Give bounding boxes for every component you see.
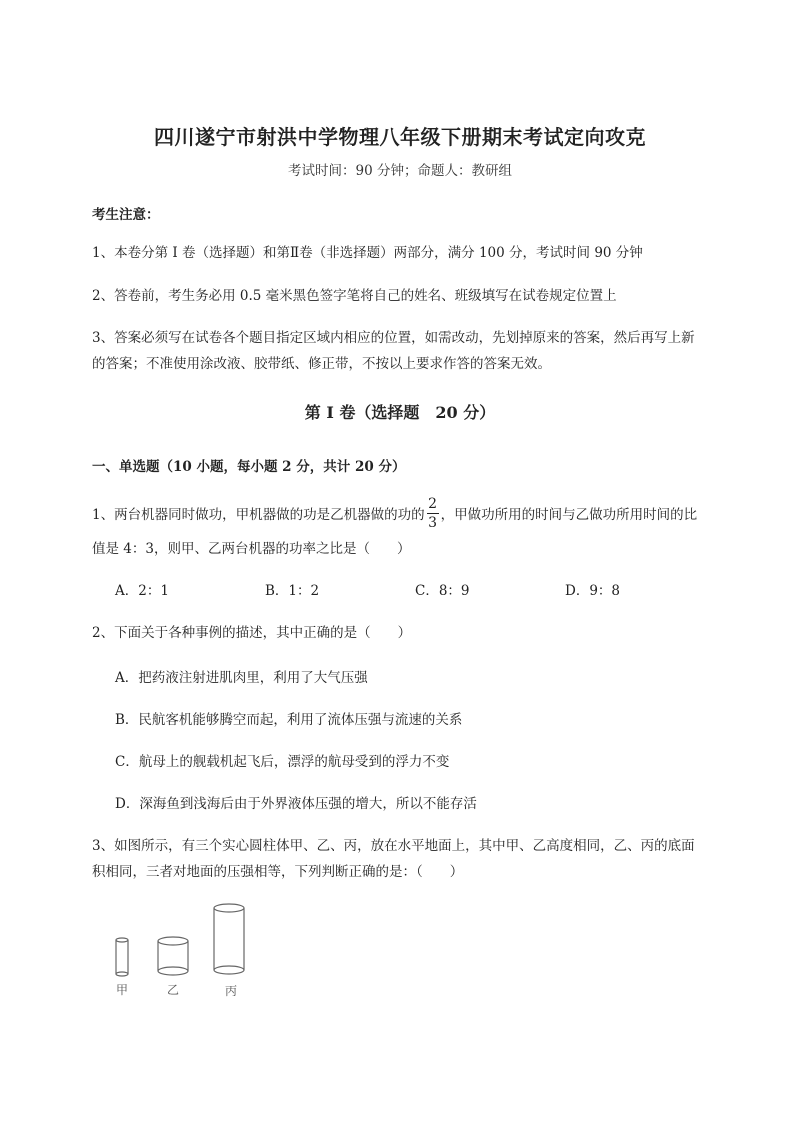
- part-heading: 一、单选题（10 小题，每小题 2 分，共计 20 分）: [92, 459, 406, 475]
- fraction-numerator: 2: [428, 495, 438, 512]
- label-bing: 丙: [224, 984, 238, 998]
- question-2-option-c[interactable]: C．航母上的舰载机起飞后，漂浮的航母受到的浮力不变: [115, 754, 450, 770]
- cylinder-bing: [214, 904, 244, 974]
- fraction-denominator: 3: [428, 514, 438, 531]
- notice-item-2: 2、答卷前，考生务必用 0.5 毫米黑色签字笔将自己的姓名、班级填写在试卷规定位置上: [92, 288, 617, 304]
- notice-item-1: 1、本卷分第 I 卷（选择题）和第Ⅱ卷（非选择题）两部分，满分 100 分，考试时间 90 分钟: [92, 245, 643, 261]
- question-1-options: [115, 579, 715, 599]
- page-title: 四川遂宁市射洪中学物理八年级下册期末考试定向攻克: [154, 125, 646, 149]
- question-1-option-d[interactable]: D．9：8: [565, 583, 621, 599]
- cylinder-yi: [158, 937, 188, 975]
- question-2-option-b[interactable]: B．民航客机能够腾空而起，利用了流体压强与流速的关系: [115, 712, 463, 728]
- question-1-line-1: [92, 490, 752, 536]
- cylinder-jia: [116, 938, 128, 976]
- question-1-text-after: ，甲做功所用的时间与乙做功所用时间的比: [440, 507, 698, 523]
- question-1-option-b[interactable]: B．1：2: [265, 583, 320, 599]
- section-title: 第 I 卷（选择题 20 分）: [304, 403, 496, 422]
- cylinders-figure: [100, 895, 270, 1005]
- question-2-option-a[interactable]: A．把药液注射进肌肉里，利用了大气压强: [115, 670, 368, 686]
- question-3-line-2: 积相同，三者对地面的压强相等，下列判断正确的是：（ ）: [92, 864, 464, 880]
- notice-heading: 考生注意：: [92, 207, 160, 223]
- question-1-option-a[interactable]: A．2：1: [115, 583, 169, 599]
- question-2-stem: 2、下面关于各种事例的描述，其中正确的是（ ）: [92, 625, 412, 641]
- question-1: [92, 490, 752, 560]
- question-2-option-d[interactable]: D．深海鱼到浅海后由于外界液体压强的增大，所以不能存活: [115, 796, 477, 812]
- label-jia: 甲: [115, 983, 129, 997]
- question-1-line-2: 值是 4：3，则甲、乙两台机器的功率之比是（ ）: [92, 541, 411, 557]
- notice-item-3-cont: 的答案；不准使用涂改液、胶带纸、修正带，不按以上要求作答的答案无效。: [92, 356, 551, 372]
- label-yi: 乙: [166, 983, 180, 997]
- question-3-line-1: 3、如图所示，有三个实心圆柱体甲、乙、丙，放在水平地面上，其中甲、乙高度相同，乙、丙的底面: [92, 838, 695, 854]
- question-1-text-before: 1、两台机器同时做功，甲机器做的功是乙机器做的功的: [92, 507, 425, 523]
- notice-item-3: 3、答案必须写在试卷各个题目指定区域内相应的位置，如需改动，先划掉原来的答案，然后再写上新: [92, 330, 695, 346]
- fraction: [427, 496, 439, 531]
- exam-info: 考试时间：90 分钟；命题人：教研组: [288, 163, 512, 179]
- question-1-option-c[interactable]: C．8：9: [415, 583, 470, 599]
- fraction-bar: [427, 513, 439, 514]
